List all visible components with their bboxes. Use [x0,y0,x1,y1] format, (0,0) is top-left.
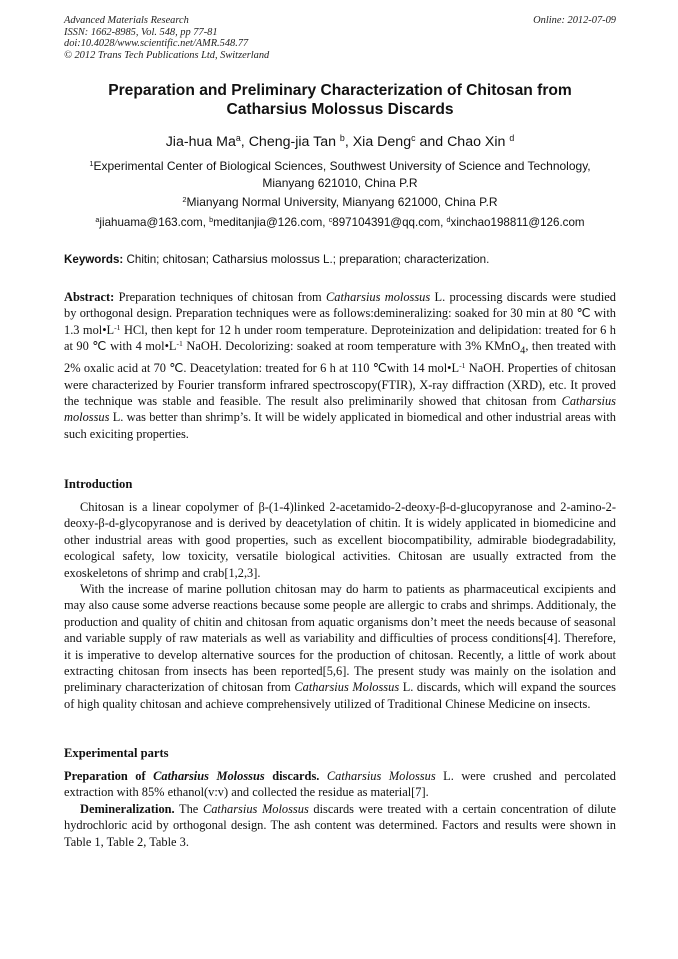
abstract-text: , then treated with 2% oxalic acid at 70 ℃. Deacetylation: treated for 6 h at 110 ℃with 14 mol•L [64,339,616,376]
email-mark: a [95,215,100,225]
author-affil-mark: c [411,133,416,144]
affiliation-mark: 1 [89,158,94,168]
intro-paragraph-2 [64,581,616,712]
abstract-text: L. was better than shrimp’s. It will be widely applicated in biomedical and other industrial areas with such exiciting properties. [64,410,616,441]
abstract-text: HCl, then kept for 12 h under room temperature. Deproteinization and delipidation: treated for 6 h at 90 ℃ with 4 mol•L [64,322,616,354]
paper-title [64,81,616,119]
unit-exponent: -1 [114,322,121,332]
species-name: Catharsius molossus [326,290,431,304]
species-name: Catharsius Molossus [326,769,436,783]
keywords-text: Chitin; chitosan; Catharsius molossus L.; preparation; characterization. [123,253,490,266]
section-heading-experimental: Experimental parts [64,746,169,760]
email-mark: d [446,215,451,225]
affiliation-1-line-1: Experimental Center of Biological Sciences, Southwest University of Science and Technology, [93,159,591,173]
author-name: Chao Xin [447,134,510,150]
experimental-body [64,768,616,850]
unit-exponent: -1 [459,360,466,370]
journal-doi: doi:10.4028/www.scientific.net/AMR.548.77 [64,38,249,50]
keywords-label: Keywords: [64,253,124,266]
affiliation-1-line-2: Mianyang 621010, China P.R [262,175,418,190]
journal-issn: ISSN: 1662-8985, Vol. 548, pp 77-81 [64,26,218,38]
journal-header [64,15,616,61]
author-separator: , [344,134,353,150]
affiliation-2-text: Mianyang Normal University, Mianyang 621000, China P.R [186,195,498,209]
species-name: Catharsius Molossus [153,769,265,783]
abstract-text: Preparation techniques of chitosan from [114,290,327,304]
paragraph-label [64,769,319,783]
section-heading-introduction: Introduction [64,477,133,491]
author-name: Jia-hua Ma [165,134,236,150]
exp-paragraph-1 [64,768,616,801]
affiliation-2 [64,194,616,211]
author-name: Xia Deng [352,134,412,150]
online-date: Online: 2012-07-09 [533,15,616,26]
email-mark: b [209,215,214,225]
abstract-text: NaOH. Properties of chitosan were characterized by Fourier transform infrared spectroscopy(FTIR), X-ray diffraction (XRD), etc. It proved the technique was stable and feasible. The result also preliminarily showed that chitosan from [64,361,616,408]
author-list [64,133,616,151]
intro-paragraph-1: Chitosan is a linear copolymer of β-(1-4)linked 2-acetamido-2-deoxy-β-d-glucopyranose and 2-amino-2-deoxy-β-d-glycopyranose and is derived by deacetylation of chitin. It is widely applicated in biomedicine and other industrial areas with good properties, such as excellent biocompatibility, admirable biodegradability, ecological safety, low toxicity, versatile biological activities. Chitosan are usually extracted from the exoskeletons of shrimp and crab[1,2,3]. [64,500,616,580]
author-name: Cheng-jia Tan [248,134,340,150]
species-name: Catharsius Molossus [294,680,400,695]
author-separator: , [240,134,249,150]
abstract [64,289,616,442]
paragraph-label: Demineralization. [80,801,175,816]
abstract-text: NaOH. Decolorizing: soaked at room temperature with 3% KMnO [182,339,521,354]
paragraph-text: L. discards, which will expand the sources of high quality chitosan and achieve comprehensively utilized of Traditional Chinese Medicine on insects. [64,680,616,711]
paper-title-line-2: Catharsius Molossus Discards [226,101,454,118]
label-text: discards. [264,769,320,783]
abstract-label: Abstract: [64,290,115,304]
paragraph-text: The [174,801,203,816]
affiliation-mark: 2 [182,194,187,204]
unit-exponent: -1 [176,339,183,348]
email-address: 897104391@qq.com, [332,216,447,229]
paragraph-text [319,769,327,783]
author-affil-mark: a [235,133,241,144]
label-text: Preparation of [64,769,154,783]
abstract-text: L. processing discards were studied by orthogonal design. Preparation techniques were as follows:demineralizing: soaked for 30 min at 80 ℃ with 1.3 mol•L [64,290,616,337]
affiliation-1 [64,158,616,191]
author-affil-mark: d [509,133,515,144]
author-affil-mark: b [339,133,345,144]
formula-subscript: 4 [520,345,526,357]
species-name: Catharsius molossus [64,393,616,425]
email-address: meditanjia@126.com, [213,216,329,229]
author-separator: and [415,134,448,150]
keywords [64,252,616,268]
email-address: jiahuama@163.com, [99,216,210,229]
exp-paragraph-2 [64,801,616,850]
paragraph-text: discards were treated with a certain concentration of dilute hydrochloric acid by orthogonal design. The ash content was determined. Factors and results were shown in Table 1, Table 2, Table 3. [64,801,616,849]
journal-copyright: © 2012 Trans Tech Publications Ltd, Switzerland [64,49,270,61]
introduction-body [64,499,616,712]
paragraph-text: L. were crushed and percolated extraction with 85% ethanol(v:v) and collected the residue as material[7]. [64,769,617,800]
email-list [64,215,616,231]
species-name: Catharsius Molossus [202,801,309,816]
paragraph-text: With the increase of marine pollution chitosan may do harm to patients as pharmaceutical excipients and may also cause some adverse reactions because some people are allergic to crabs and shrimps. Additionaly, the production and quality of chitin and chitosan from aquatic organisms don’t meet the needs because of seasonal and variable supply of raw materials as well as variability and difficulties of process conditions[4]. Therefore, it is imperative to develop alternative sources for the production of chitosan. Recently, a little of work about extracting chitosan from insects has been reported[5,6]. The present study was mainly on the isolation and preliminary characterization of chitosan from [64,582,616,695]
email-address: xinchao198811@126.com [450,216,585,229]
journal-name: Advanced Materials Research [64,15,189,26]
paper-title-line-1: Preparation and Preliminary Characterization of Chitosan from [108,82,572,99]
email-mark: c [328,215,333,225]
